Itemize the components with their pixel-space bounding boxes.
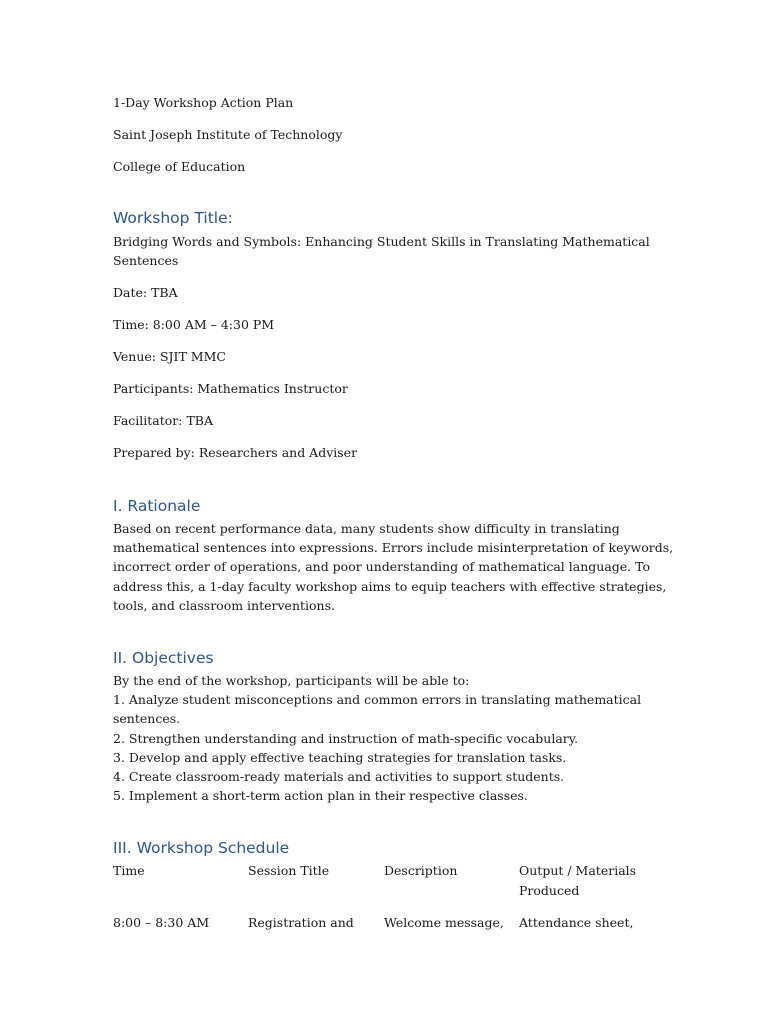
objectives-intro: By the end of the workshop, participants will be able to: (113, 673, 470, 688)
institution-name: Saint Joseph Institute of Technology (113, 127, 343, 142)
schedule-cell-time: 8:00 – 8:30 AM (113, 915, 210, 930)
workshop-title-heading: Workshop Title: (113, 209, 233, 227)
objectives-heading: II. Objectives (113, 649, 214, 667)
schedule-cell-session-title: Registration and (248, 915, 354, 930)
document-type: 1-Day Workshop Action Plan (113, 95, 294, 110)
rationale-heading: I. Rationale (113, 497, 201, 515)
objective-item: 1. Analyze student misconceptions and common errors in translating mathematical (113, 692, 642, 708)
workshop-title-line-2: Sentences (113, 253, 179, 268)
rationale-line: tools, and classroom interventions. (113, 597, 335, 613)
objective-item: 4. Create classroom-ready materials and activities to support students. (113, 769, 565, 785)
rationale-line: incorrect order of operations, and poor understanding of mathematical language. To (113, 559, 651, 575)
workshop-facilitator: Facilitator: TBA (113, 413, 214, 428)
objective-item: 5. Implement a short-term action plan in their respective classes. (113, 788, 528, 804)
schedule-header-time: Time (113, 863, 145, 878)
workshop-participants: Participants: Mathematics Instructor (113, 381, 348, 396)
rationale-line: mathematical sentences into expressions. Errors include misinterpretation of keywords, (113, 540, 674, 556)
workshop-prepared-by: Prepared by: Researchers and Adviser (113, 445, 358, 460)
objective-item: 3. Develop and apply effective teaching strategies for translation tasks. (113, 749, 567, 765)
workshop-time: Time: 8:00 AM – 4:30 PM (113, 317, 275, 332)
schedule-header-description: Description (384, 863, 458, 878)
schedule-header-session-title: Session Title (248, 863, 330, 878)
rationale-paragraph (113, 519, 674, 615)
schedule-header-output: Output / Materials Produced (519, 863, 637, 898)
rationale-line: address this, a 1-day faculty workshop aims to equip teachers with effective strategies, (113, 578, 667, 594)
objective-item: 2. Strengthen understanding and instruction of math-specific vocabulary. (113, 730, 579, 746)
college-name: College of Education (113, 159, 246, 174)
schedule-heading: III. Workshop Schedule (113, 839, 290, 857)
schedule-cell-output: Attendance sheet, (519, 915, 634, 930)
schedule-cell-description: Welcome message, (384, 915, 504, 930)
workshop-venue: Venue: SJIT MMC (113, 349, 226, 364)
rationale-line: Based on recent performance data, many students show difficulty in translating (113, 521, 620, 536)
objective-item-continuation: sentences. (113, 711, 181, 727)
workshop-title-line-1: Bridging Words and Symbols: Enhancing Student Skills in Translating Mathematical (113, 234, 650, 249)
workshop-date: Date: TBA (113, 285, 178, 300)
objectives-list (113, 671, 642, 805)
